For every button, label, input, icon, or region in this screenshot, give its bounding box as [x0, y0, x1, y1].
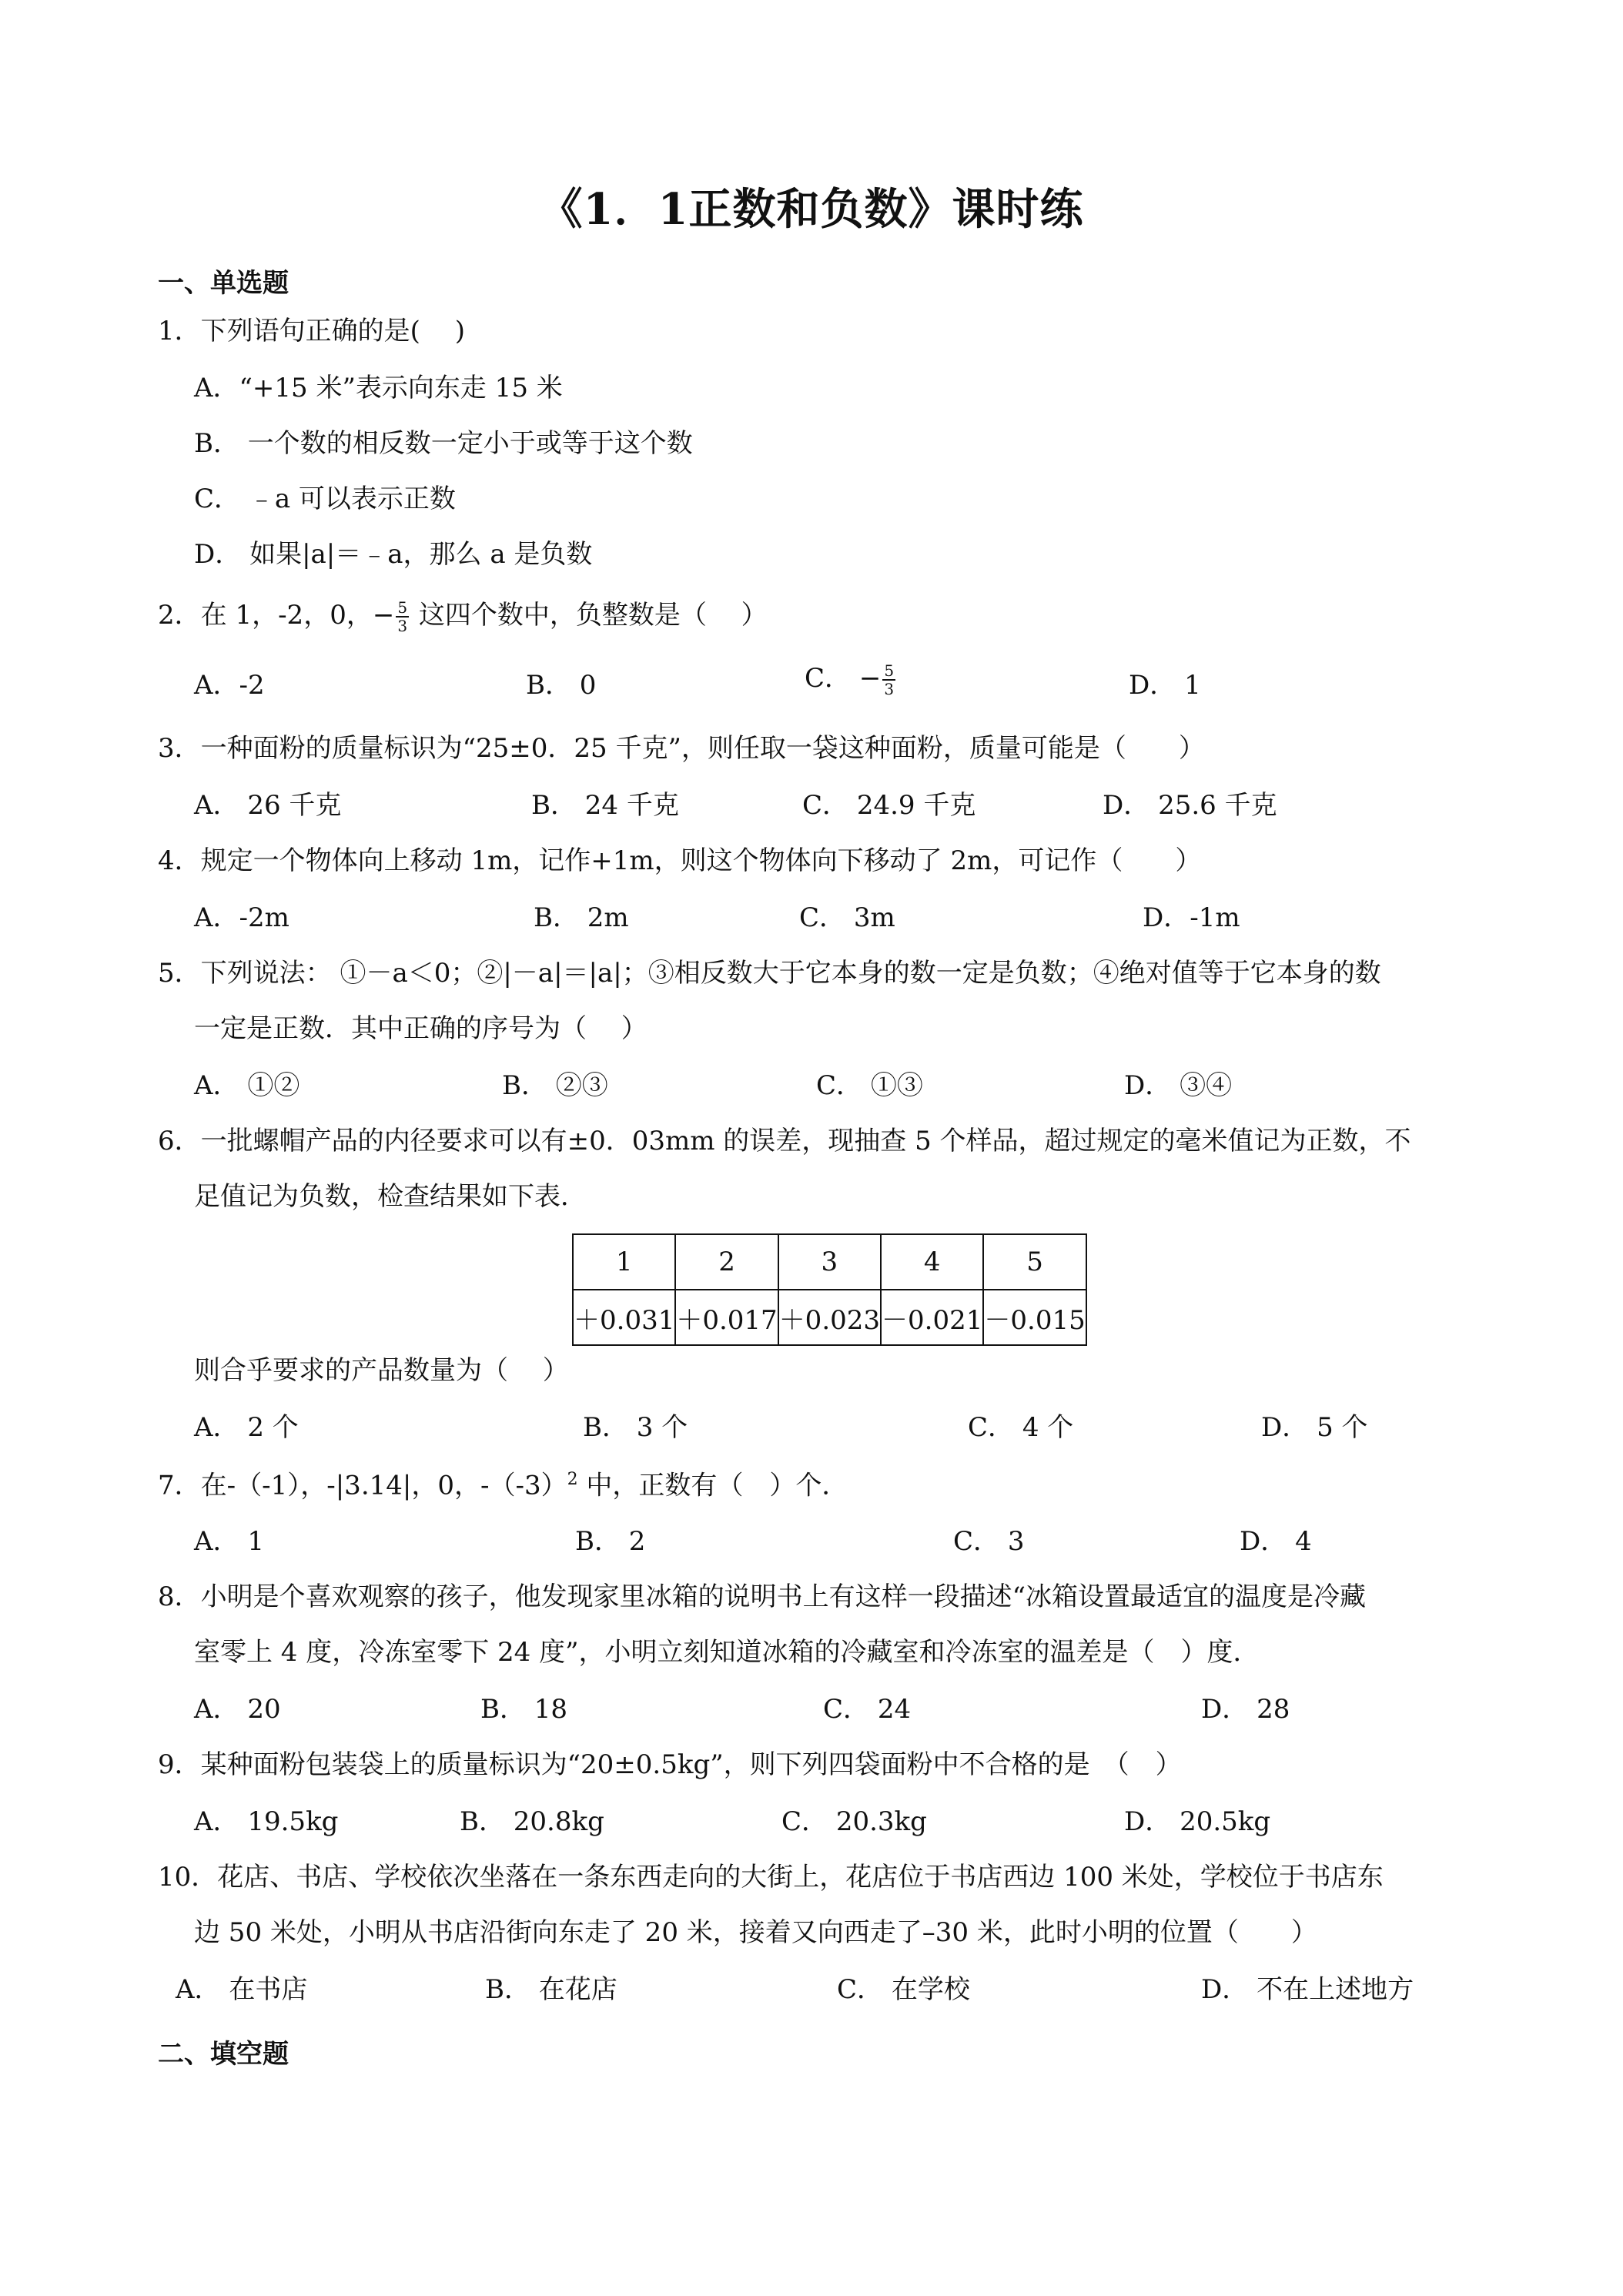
question-7-option-c: C． 3 [953, 1526, 1025, 1557]
fraction-numerator: 5 [397, 598, 408, 617]
question-10-option-b: B． 在花店 [485, 1974, 617, 2005]
question-5-option-d: D． ③④ [1124, 1070, 1233, 1101]
question-6-option-b: B． 3 个 [583, 1412, 688, 1443]
question-6-stem-line-3: 则合乎要求的产品数量为（ ） [194, 1355, 569, 1386]
question-2-option-c-fraction [882, 662, 895, 698]
question-6-option-c: C． 4 个 [968, 1412, 1074, 1443]
question-7-option-d: D． 4 [1240, 1526, 1312, 1557]
question-8-option-c: C． 24 [823, 1694, 912, 1725]
question-3-option-c: C． 24.9 千克 [802, 790, 976, 821]
question-7-option-a: A． 1 [194, 1526, 264, 1557]
page-title: 《1．1正数和负数》课时练 [539, 184, 1084, 235]
question-5-option-b: B． ②③ [502, 1070, 608, 1101]
question-7-option-b: B． 2 [575, 1526, 646, 1557]
table-cell: －0.015 [983, 1290, 1086, 1345]
question-3-option-b: B． 24 千克 [531, 790, 679, 821]
table-header-cell: 2 [675, 1234, 778, 1290]
question-2-stem-suffix: 这四个数中，负整数是（ ） [410, 600, 768, 631]
question-6-results-table [572, 1233, 1087, 1346]
question-9-option-d: D． 20.5kg [1124, 1806, 1271, 1837]
question-1-option-d: D． 如果|a|＝﹣a，那么 a 是负数 [194, 539, 593, 570]
question-2-fraction [396, 599, 409, 634]
question-2-option-c-minus: − [858, 663, 882, 694]
question-3-stem: 3．一种面粉的质量标识为“25±0．25 千克”，则任取一袋这种面粉，质量可能是（ ） [158, 733, 1205, 764]
table-cell: ＋0.023 [778, 1290, 881, 1345]
question-6-stem-line-2: 足值记为负数，检查结果如下表． [194, 1181, 587, 1212]
question-6-option-d: D． 5 个 [1261, 1412, 1368, 1443]
question-7-stem [158, 1471, 848, 1501]
question-10-stem-line-1: 10．花店、书店、学校依次坐落在一条东西走向的大街上，花店位于书店西边 100 米处，学校位于书店东 [158, 1862, 1384, 1893]
question-10-option-a: A． 在书店 [176, 1974, 308, 2005]
question-2-stem-prefix: 2．在 1，-2，0， [158, 600, 373, 631]
fraction-denominator: 3 [397, 617, 408, 635]
section-heading-fill-in: 二、填空题 [158, 2039, 289, 2070]
question-2-option-d: D． 1 [1129, 670, 1201, 701]
table-header-cell: 5 [983, 1234, 1086, 1290]
table-cell: －0.021 [881, 1290, 983, 1345]
question-2-minus-sign: − [372, 600, 395, 631]
table-cell: ＋0.017 [675, 1290, 778, 1345]
question-8-option-a: A． 20 [194, 1694, 281, 1725]
section-heading-single-choice: 一、单选题 [158, 268, 289, 299]
question-7-exponent: 2 [567, 1470, 578, 1489]
question-9-option-b: B． 20.8kg [460, 1806, 604, 1837]
question-3-option-d: D． 25.6 千克 [1103, 790, 1277, 821]
question-2-option-b: B． 0 [526, 670, 597, 701]
question-5-stem-line-2: 一定是正数．其中正确的序号为（ ） [194, 1013, 648, 1044]
fraction-numerator: 5 [884, 661, 895, 680]
question-1-stem: 1．下列语句正确的是( ) [158, 316, 465, 346]
question-7-stem-prefix: 7．在-（-1），-|3.14|，0，-（-3） [158, 1470, 567, 1501]
question-4-option-a: A．-2m [194, 902, 289, 933]
question-2-option-c-label: C． [805, 663, 852, 694]
question-5-stem-line-1: 5．下列说法： ①－a＜0；②|－a|＝|a|；③相反数大于它本身的数一定是负数；④绝对值等于它本身的数 [158, 958, 1381, 989]
question-4-option-b: B． 2m [534, 902, 629, 933]
question-6-option-a: A． 2 个 [194, 1412, 299, 1443]
table-header-cell: 4 [881, 1234, 983, 1290]
question-8-option-b: B． 18 [480, 1694, 568, 1725]
question-2-option-c [805, 662, 897, 698]
question-5-option-a: A． ①② [194, 1070, 300, 1101]
question-9-stem: 9．某种面粉包装袋上的质量标识为“20±0.5kg”，则下列四袋面粉中不合格的是 （ ） [158, 1749, 1182, 1780]
question-6-stem-line-1: 6．一批螺帽产品的内径要求可以有±0．03mm 的误差，现抽查 5 个样品，超过规定的毫米值记为正数，不 [158, 1126, 1411, 1156]
question-10-option-d: D． 不在上述地方 [1201, 1974, 1414, 2005]
question-4-option-c: C． 3m [799, 902, 895, 933]
table-header-cell: 1 [573, 1234, 675, 1290]
question-10-stem-line-2: 边 50 米处，小明从书店沿街向东走了 20 米，接着又向西走了–30 米，此时小明的位置（ ） [194, 1917, 1317, 1948]
question-4-option-d: D．-1m [1143, 902, 1240, 933]
question-2-option-a: A．-2 [194, 670, 265, 701]
question-1-option-b: B． 一个数的相反数一定小于或等于这个数 [194, 428, 693, 459]
fraction-denominator: 3 [884, 680, 895, 698]
question-2-stem [158, 599, 768, 634]
question-8-stem-line-1: 8．小明是个喜欢观察的孩子，他发现家里冰箱的说明书上有这样一段描述“冰箱设置最适宜的温度是冷藏 [158, 1581, 1367, 1612]
question-9-option-a: A． 19.5kg [194, 1806, 339, 1837]
question-3-option-a: A． 26 千克 [194, 790, 342, 821]
question-8-option-d: D． 28 [1201, 1694, 1290, 1725]
question-7-stem-suffix: 中，正数有（ ）个． [577, 1470, 848, 1501]
table-row [573, 1290, 1086, 1345]
question-4-stem: 4．规定一个物体向上移动 1m，记作+1m，则这个物体向下移动了 2m，可记作（ ） [158, 845, 1202, 876]
question-10-option-c: C． 在学校 [837, 1974, 970, 2005]
question-8-stem-line-2: 室零上 4 度，冷冻室零下 24 度”，小明立刻知道冰箱的冷藏室和冷冻室的温差是（ ）度． [194, 1637, 1260, 1668]
question-1-option-c: C． ﹣a 可以表示正数 [194, 484, 456, 514]
table-cell: ＋0.031 [573, 1290, 675, 1345]
table-header-row [573, 1234, 1086, 1290]
table-header-cell: 3 [778, 1234, 881, 1290]
question-9-option-c: C． 20.3kg [781, 1806, 927, 1837]
question-1-option-a: A．“+15 米”表示向东走 15 米 [194, 373, 563, 403]
question-5-option-c: C． ①③ [816, 1070, 923, 1101]
